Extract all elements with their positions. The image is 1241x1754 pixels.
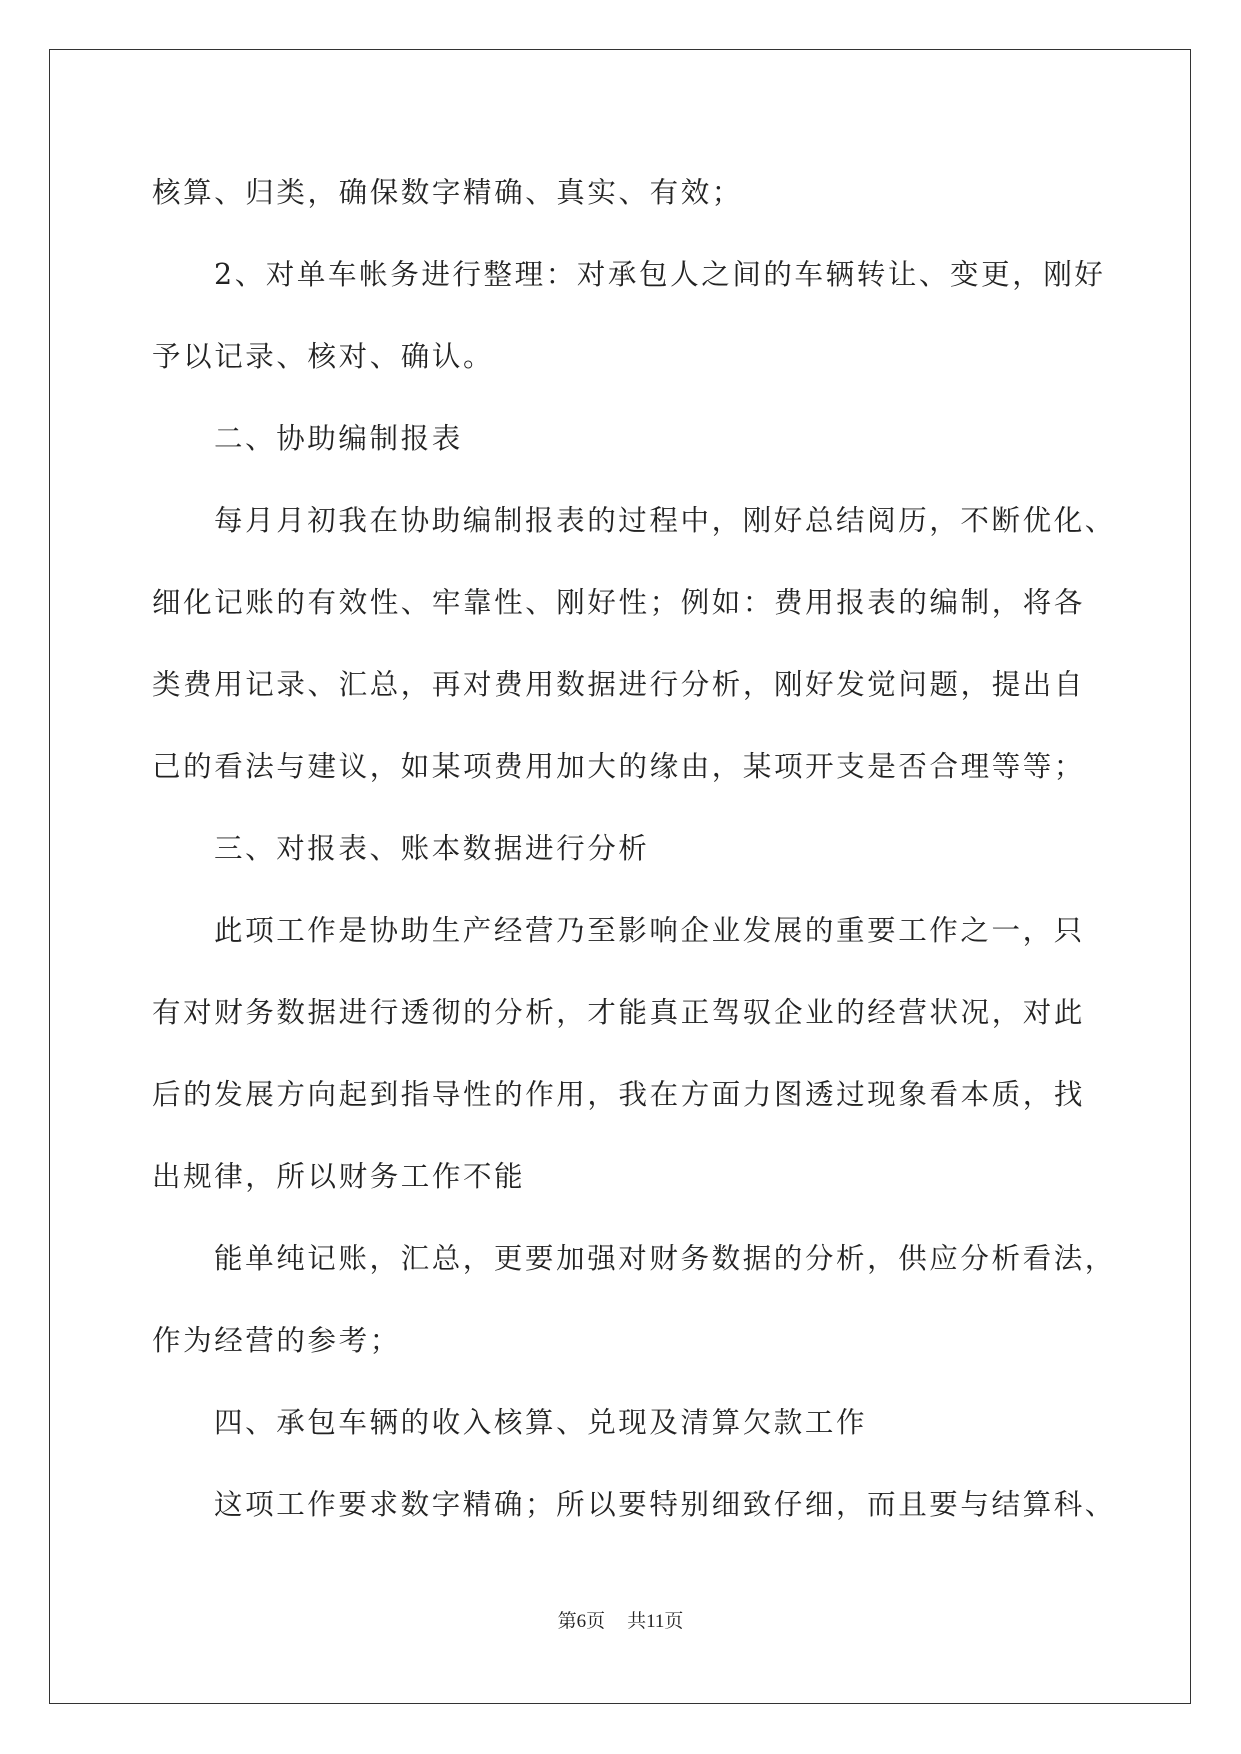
section-heading: 二、协助编制报表	[214, 422, 463, 455]
total-pages: 11	[646, 1611, 665, 1632]
paragraph-line: 细化记账的有效性、牢靠性、刚好性；例如：费用报表的编制，将各	[152, 586, 1086, 619]
paragraph-line: 核算、归类，确保数字精确、真实、有效；	[152, 176, 743, 209]
page-suffix: 页	[586, 1611, 606, 1632]
paragraph-line: 每月月初我在协助编制报表的过程中，刚好总结阅历，不断优化、	[214, 504, 1116, 537]
page-border	[49, 49, 1191, 1704]
page-footer	[0, 1610, 1241, 1634]
paragraph-line: 类费用记录、汇总，再对费用数据进行分析，刚好发觉问题，提出自	[152, 668, 1086, 701]
page-number: 6	[576, 1611, 587, 1632]
paragraph-line: 有对财务数据进行透彻的分析，才能真正驾驭企业的经营状况，对此	[152, 996, 1086, 1029]
paragraph-line: 出规律，所以财务工作不能	[152, 1160, 526, 1193]
paragraph-line: 后的发展方向起到指导性的作用，我在方面力图透过现象看本质，找	[152, 1078, 1086, 1111]
paragraph-line: 此项工作是协助生产经营乃至影响企业发展的重要工作之一，只	[214, 914, 1085, 947]
section-heading: 四、承包车辆的收入核算、兑现及清算欠款工作	[214, 1406, 868, 1439]
paragraph-line: 己的看法与建议，如某项费用加大的缘由，某项开支是否合理等等；	[152, 750, 1086, 783]
paragraph-line: 予以记录、核对、确认。	[152, 340, 495, 373]
paragraph-line: 这项工作要求数字精确；所以要特别细致仔细，而且要与结算科、	[214, 1488, 1116, 1521]
total-suffix: 页	[664, 1611, 684, 1632]
paragraph-line: 作为经营的参考；	[152, 1324, 401, 1357]
paragraph-line: 2、对单车帐务进行整理：对承包人之间的车辆转让、变更，刚好	[214, 258, 1106, 291]
total-prefix: 共	[627, 1611, 647, 1632]
paragraph-line: 能单纯记账，汇总，更要加强对财务数据的分析，供应分析看法，	[214, 1242, 1116, 1275]
section-heading: 三、对报表、账本数据进行分析	[214, 832, 650, 865]
page-prefix: 第	[557, 1611, 577, 1632]
